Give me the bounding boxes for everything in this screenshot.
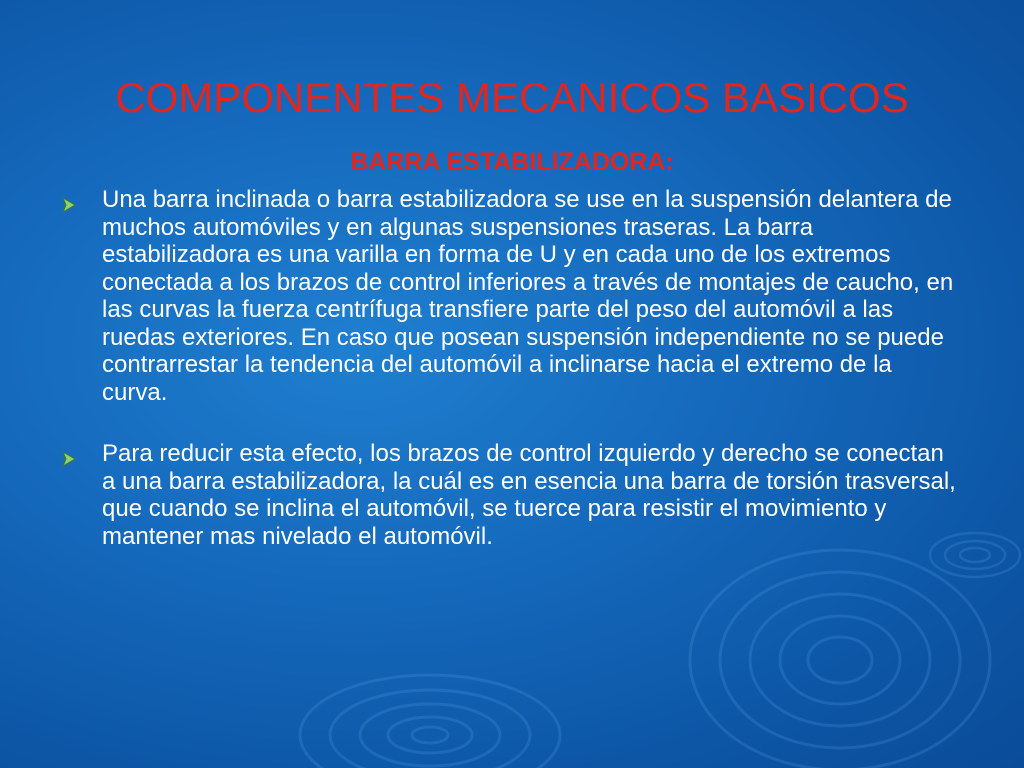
bullet-item	[62, 440, 962, 550]
bullet-list	[62, 186, 962, 550]
bullet-item	[62, 186, 962, 406]
slide-subtitle: BARRA ESTABILIZADORA:	[350, 148, 674, 176]
arrow-bullet-icon	[62, 440, 102, 474]
slide-title: COMPONENTES MECANICOS BASICOS	[115, 74, 909, 121]
arrow-bullet-icon	[62, 186, 102, 220]
bullet-text: Para reducir esta efecto, los brazos de control izquierdo y derecho se conectan a una barra estabilizadora, la cuál es en esencia una barra de torsión trasversal, que cuando se inclina el automóvil, se tuerce para resistir el movimiento y mantener mas nivelado el automóvil.	[102, 440, 956, 550]
bullet-text: Una barra inclinada o barra estabilizadora se use en la suspensión delantera de muchos automóviles y en algunas suspensiones traseras. La barra estabilizadora es una varilla en forma de U y en cada uno de los extremos conectada a los brazos de control inferiores a través de montajes de caucho, en las curvas la fuerza centrífuga transfiere parte del peso del automóvil a las ruedas exteriores. En caso que posean suspensión independiente no se puede contrarrestar la tendencia del automóvil a inclinarse hacia el extremo de la curva.	[102, 186, 954, 406]
